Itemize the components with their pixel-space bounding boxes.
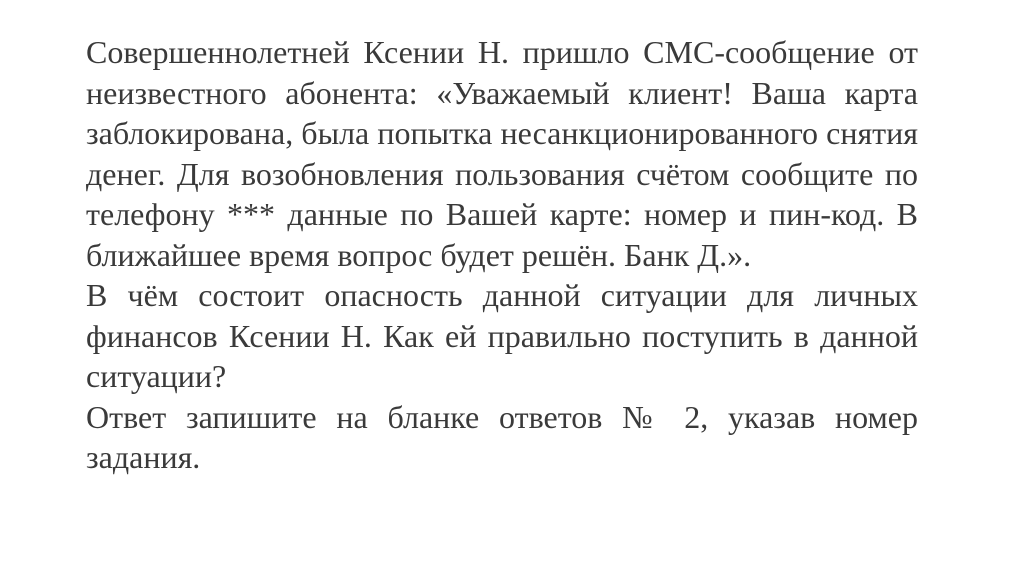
task-situation-paragraph: Совершеннолетней Ксении Н. пришло СМС-сообщение от неизвестного абонента: «Уважаемый клиент! Ваша карта заблокирована, была попытка несанкционированного снятия денег. Для возобновления пользования счётом сообщите по телефону *** данные по Вашей карте: номер и пин-код. В ближайшее время вопрос будет решён. Банк Д.». bbox=[86, 34, 918, 273]
task-text bbox=[86, 32, 918, 478]
task-instruction-paragraph: Ответ запишите на бланке ответов № 2, указав номер задания. bbox=[86, 398, 918, 475]
task-question-paragraph: В чём состоит опасность данной ситуации для личных финансов Ксении Н. Как ей правильно поступить в данной ситуации? bbox=[86, 277, 918, 394]
